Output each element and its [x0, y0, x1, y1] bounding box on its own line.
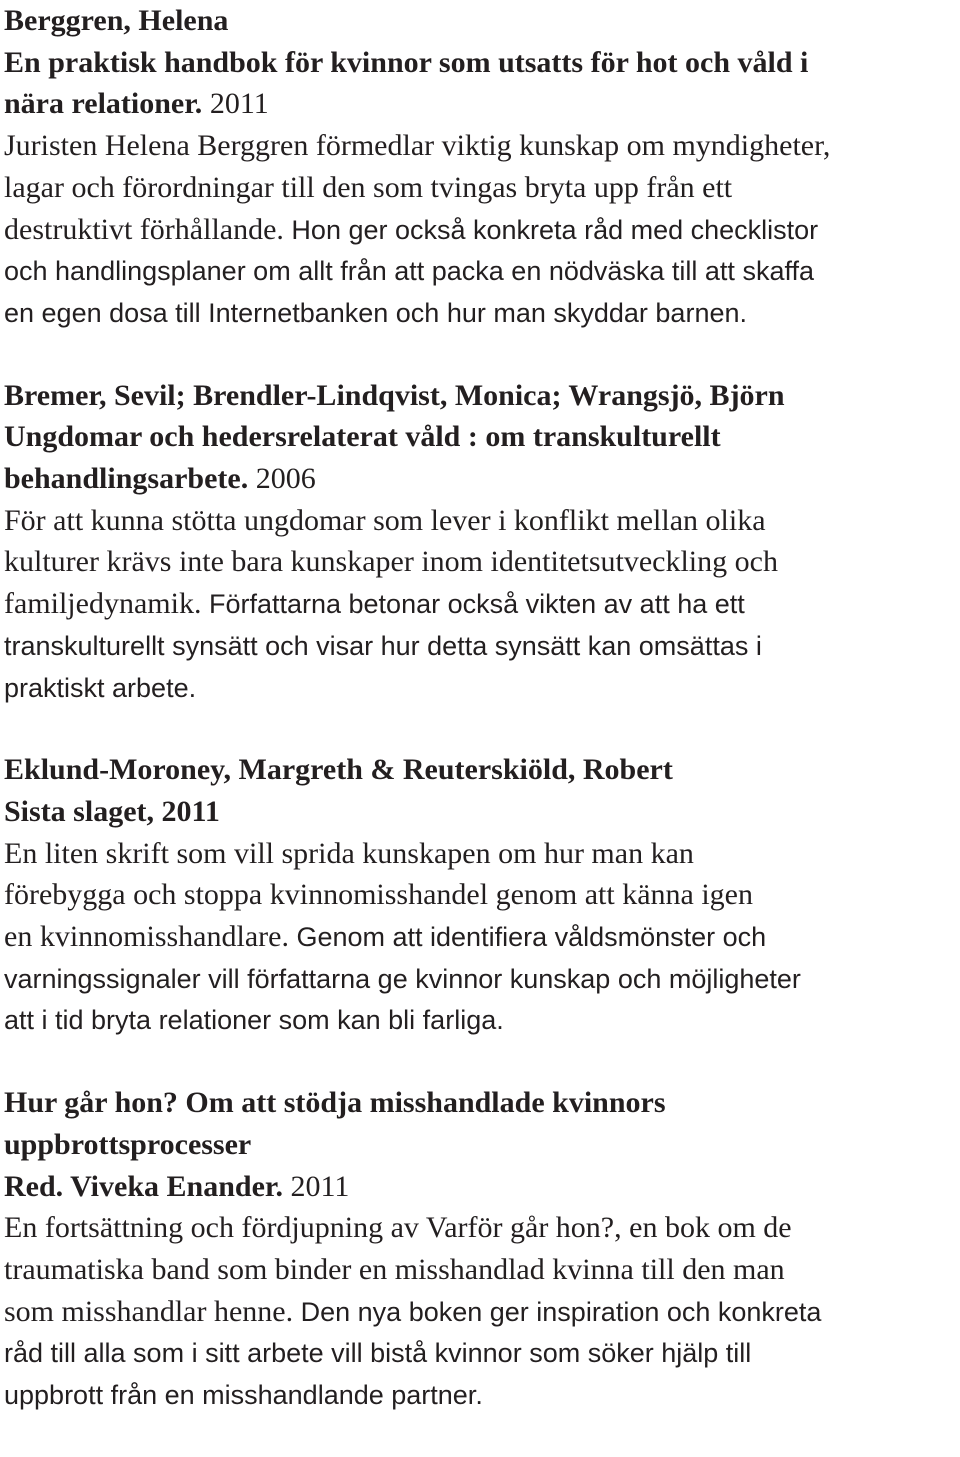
description-line: varningssignaler vill författarna ge kvinnor kunskap och möjligheter: [4, 963, 801, 994]
editor-line: [4, 1166, 960, 1208]
description-fragment: en kvinnomisshandlare.: [4, 920, 289, 954]
description-fragment: Hon ger också konkreta råd med checklistor: [283, 214, 819, 245]
year: 2006: [255, 462, 316, 496]
description-line-mixed: [4, 1291, 960, 1334]
description-fragment: som misshandlar henne.: [4, 1294, 294, 1328]
author-line: Eklund-Moroney, Margreth & Reuterskiöld, Robert: [4, 753, 673, 787]
book-entry: [4, 0, 960, 335]
description-line-mixed: [4, 916, 960, 959]
description-line: En liten skrift som vill sprida kunskapen om hur man kan: [4, 836, 694, 870]
title-fragment: behandlingsarbete.: [4, 462, 249, 496]
title-fragment: nära relationer.: [4, 87, 203, 121]
description: [4, 125, 960, 335]
description-fragment: Författarna betonar också vikten av att ha ett: [201, 589, 745, 620]
description-fragment: destruktivt förhållande.: [4, 212, 284, 246]
description: [4, 1207, 960, 1417]
title-line: Hur går hon? Om att stödja misshandlade kvinnors: [4, 1086, 666, 1120]
description-line: transkulturellt synsätt och visar hur detta synsätt kan omsättas i: [4, 630, 762, 661]
description-line: förebygga och stoppa kvinnomisshandel genom att känna igen: [4, 878, 753, 912]
editor-fragment: Red. Viveka Enander.: [4, 1169, 283, 1203]
description: [4, 500, 960, 710]
description-fragment: Genom att identifiera våldsmönster och: [288, 922, 767, 953]
description-fragment: familjedynamik.: [4, 587, 202, 621]
description-line: kulturer krävs inte bara kunskaper inom identitetsutveckling och: [4, 545, 778, 579]
description-line: För att kunna stötta ungdomar som lever i konflikt mellan olika: [4, 503, 766, 537]
title-line-end: [4, 83, 960, 125]
title-line: Sista slaget, 2011: [4, 794, 220, 828]
description-line: och handlingsplaner om allt från att packa en nödväska till att skaffa: [4, 256, 814, 287]
title-line: En praktisk handbok för kvinnor som utsatts för hot och våld i: [4, 45, 809, 79]
description: [4, 833, 960, 1043]
book-entry: [4, 1082, 960, 1417]
title-line: uppbrottsprocesser: [4, 1127, 252, 1161]
author-line: Bremer, Sevil; Brendler-Lindqvist, Monica; Wrangsjö, Björn: [4, 378, 785, 412]
book-entry: [4, 375, 960, 710]
description-line: traumatiska band som binder en misshandlad kvinna till den man: [4, 1252, 785, 1286]
title-line-end: [4, 458, 960, 500]
description-line: praktiskt arbete.: [4, 672, 197, 703]
book-entry: [4, 749, 960, 1042]
description-line: att i tid bryta relationer som kan bli farliga.: [4, 1005, 504, 1036]
year: 2011: [209, 87, 269, 121]
description-fragment: Den nya boken ger inspiration och konkreta: [293, 1296, 822, 1327]
description-line: uppbrott från en misshandlande partner.: [4, 1380, 483, 1411]
description-line: en egen dosa till Internetbanken och hur man skyddar barnen.: [4, 297, 747, 328]
description-line: En fortsättning och fördjupning av Varför går hon?, en bok om de: [4, 1211, 792, 1245]
description-line-mixed: [4, 583, 960, 626]
description-line: lagar och förordningar till den som tvingas bryta upp från ett: [4, 170, 733, 204]
book-list: [4, 0, 960, 1457]
description-line-mixed: [4, 209, 960, 252]
description-line: Juristen Helena Berggren förmedlar viktig kunskap om myndigheter,: [4, 129, 831, 163]
year: 2011: [290, 1169, 350, 1203]
title-line: Ungdomar och hedersrelaterat våld : om transkulturellt: [4, 420, 721, 454]
author-line: Berggren, Helena: [4, 4, 229, 37]
description-line: råd till alla som i sitt arbete vill bistå kvinnor som söker hjälp till: [4, 1338, 752, 1369]
